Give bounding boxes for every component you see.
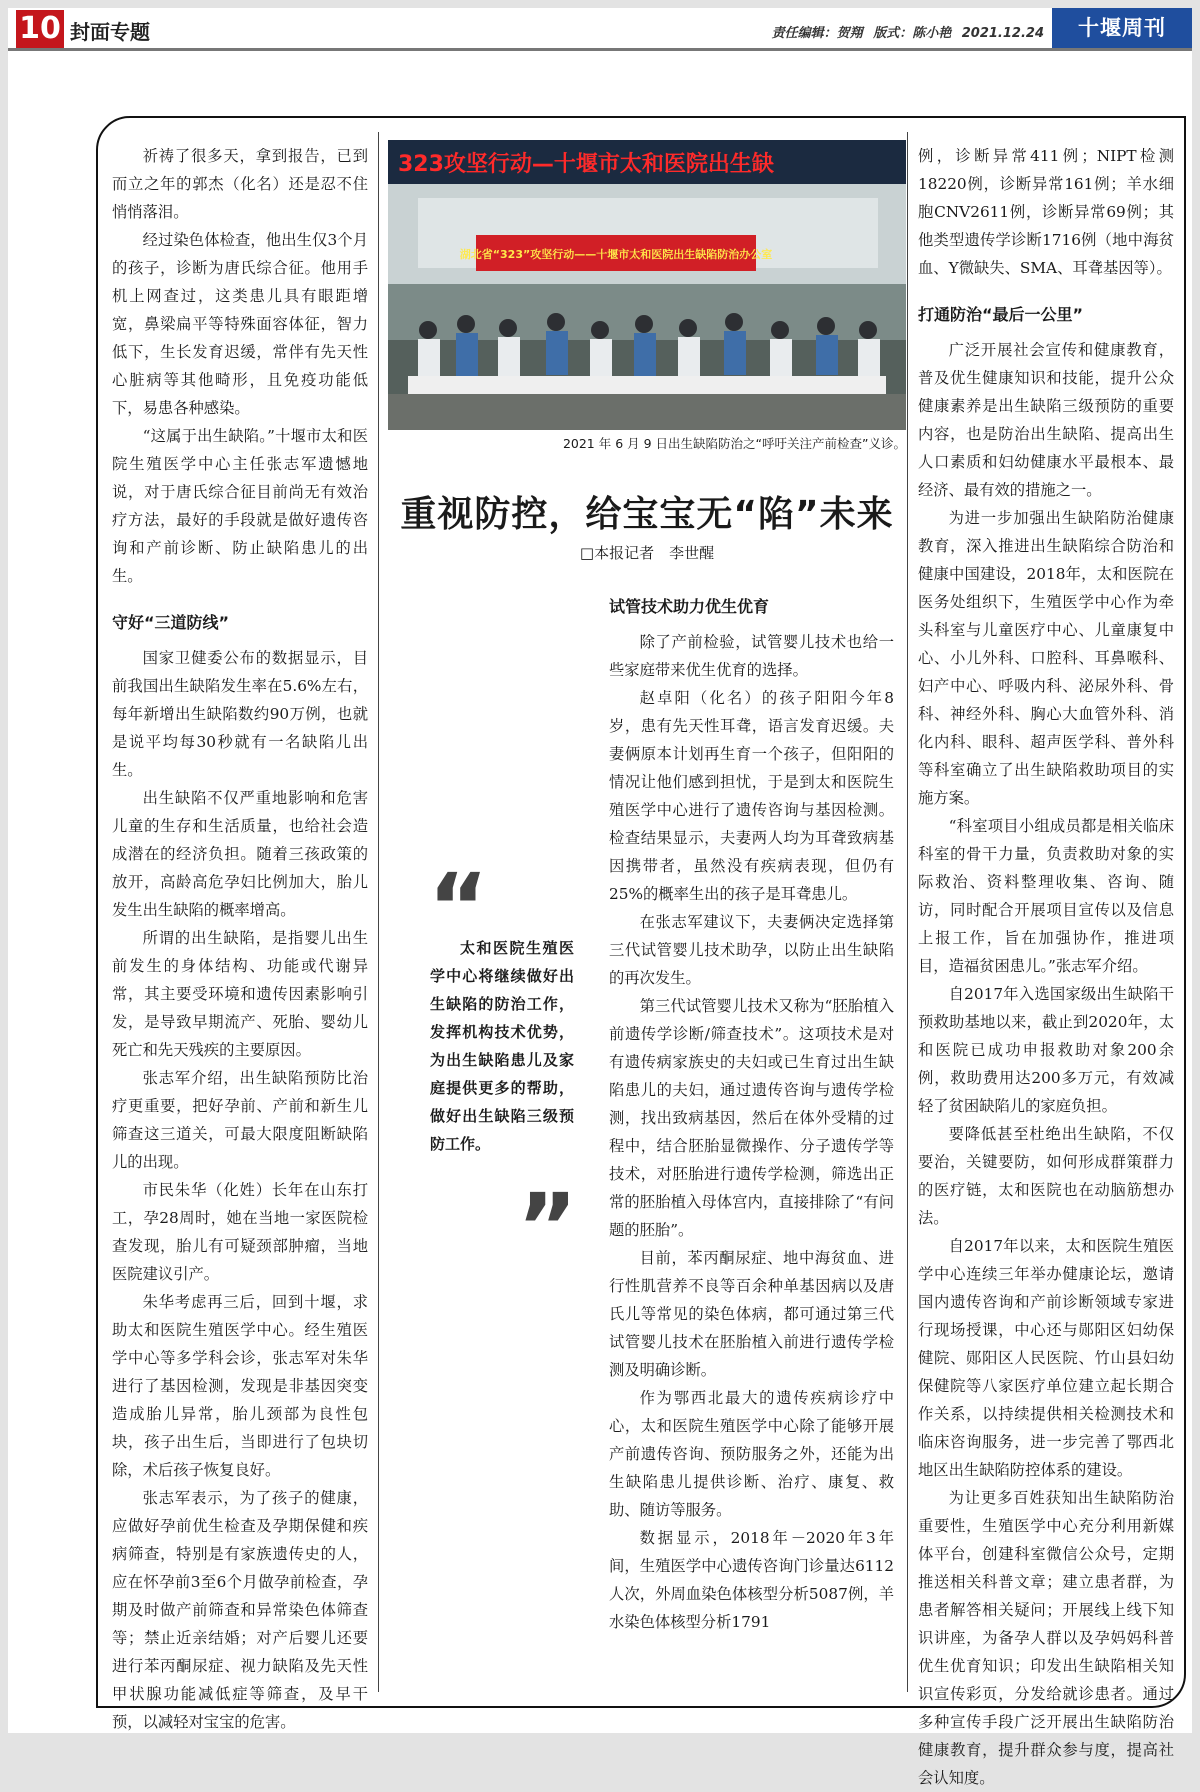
column-divider xyxy=(378,132,379,1692)
paragraph: 所谓的出生缺陷，是指婴儿出生前发生的身体结构、功能或代谢异常，其主要受环境和遗传因素影响引发，是导致早期流产、死胎、婴幼儿死亡和先天残疾的主要原因。 xyxy=(112,929,368,1059)
article-column-1 xyxy=(112,142,368,1736)
paragraph: 例，诊断异常411例；NIPT检测18220例，诊断异常161例；羊水细胞CNV2611例，诊断异常69例；其他类型遗传学诊断1716例（地中海贫血、Y微缺失、SMA、耳聋基因等）。 xyxy=(918,147,1174,277)
paragraph: 经过染色体检查，他出生仅3个月的孩子，诊断为唐氏综合征。他用手机上网查过，这类患儿具有眼距增宽，鼻梁扁平等特殊面容体征，智力低下，生长发育迟缓，常伴有先天性心脏病等其他畸形，且免疫功能低下，易患各种感染。 xyxy=(112,231,368,417)
paragraph: 市民朱华（化姓）长年在山东打工，孕28周时，她在当地一家医院检查发现，胎儿有可疑颈部肿瘤，当地医院建议引产。 xyxy=(112,1181,368,1283)
issue-date: 2021.12.24 xyxy=(961,26,1044,41)
column-divider xyxy=(907,132,908,1692)
paragraph: 目前，苯丙酮尿症、地中海贫血、进行性肌营养不良等百余种单基因病以及唐氏儿等常见的染色体病，都可通过第三代试管婴儿技术在胚胎植入前进行遗传学检测及明确诊断。 xyxy=(609,1249,894,1379)
photo-banner-red: 湖北省“323”攻坚行动——十堰市太和医院出生缺陷防治办公室 xyxy=(459,248,773,261)
pull-quote: 太和医院生殖医学中心将继续做好出生缺陷的防治工作，发挥机构技术优势，为出生缺陷患儿及家庭提供更多的帮助，做好出生缺陷三级预防工作。 xyxy=(430,939,574,1153)
quote-close-icon: ” xyxy=(517,1174,578,1281)
quote-open-icon: “ xyxy=(428,854,489,961)
subheading: 试管技术助力优生优育 xyxy=(609,597,770,616)
credits xyxy=(766,22,1044,41)
photo-illustration xyxy=(388,140,906,430)
paragraph: 张志军表示，为了孩子的健康，应做好孕前优生检查及孕期保健和疾病筛查，特别是有家族遗传史的人，应在怀孕前3至6个月做孕前检查，孕期及时做产前筛查和异常染色体筛查等；禁止近亲结婚；对产后婴儿还要进行苯丙酮尿症、视力缺陷及先天性甲状腺功能减低症等筛查，及早干预，以减轻对宝宝的危害。 xyxy=(112,1489,368,1731)
paragraph: 第三代试管婴儿技术又称为“胚胎植入前遗传学诊断/筛查技术”。这项技术是对有遗传病家族史的夫妇或已生育过出生缺陷患儿的夫妇，通过遗传咨询与遗传学检测，找出致病基因，然后在体外受精的过程中，结合胚胎显微操作、分子遗传学等技术，对胚胎进行遗传学检测，筛选出正常的胚胎植入母体宫内，直接排除了“有问题的胚胎”。 xyxy=(609,997,894,1239)
paragraph: 祈祷了很多天，拿到报告，已到而立之年的郭杰（化名）还是忍不住悄悄落泪。 xyxy=(112,147,368,221)
paragraph: 张志军介绍，出生缺陷预防比治疗更重要，把好孕前、产前和新生儿筛查这三道关，可最大限度阻断缺陷儿的出现。 xyxy=(112,1069,368,1171)
paragraph: 要降低甚至杜绝出生缺陷，不仅要治，关键要防，如何形成群策群力的医疗链，太和医院也在动脑筋想办法。 xyxy=(918,1125,1174,1227)
paragraph: “这属于出生缺陷。”十堰市太和医院生殖医学中心主任张志军遗憾地说，对于唐氏综合征目前尚无有效治疗方法，最好的手段就是做好遗传咨询和产前诊断、防止缺陷患儿的出生。 xyxy=(112,427,368,585)
article-headline: 重视防控，给宝宝无“陷”未来 xyxy=(400,494,894,535)
paragraph: 自2017年入选国家级出生缺陷干预救助基地以来，截止到2020年，太和医院已成功申报救助对象200余例，救助费用达200多万元，有效减轻了贫困缺陷儿的家庭负担。 xyxy=(918,985,1174,1115)
paragraph: 作为鄂西北最大的遗传疾病诊疗中心，太和医院生殖医学中心除了能够开展产前遗传咨询、预防服务之外，还能为出生缺陷患儿提供诊断、治疗、康复、救助、随访等服务。 xyxy=(609,1389,894,1519)
paragraph: 出生缺陷不仅严重地影响和危害儿童的生存和生活质量，也给社会造成潜在的经济负担。随着三孩政策的放开，高龄高危孕妇比例加大，胎儿发生出生缺陷的概率增高。 xyxy=(112,789,368,919)
photo-caption: 2021 年 6 月 9 日出生缺陷防治之“呼吁关注产前检查”义诊。 xyxy=(562,436,906,451)
paragraph: 广泛开展社会宣传和健康教育，普及优生健康知识和技能，提升公众健康素养是出生缺陷三级预防的重要内容，也是防治出生缺陷、提高出生人口素质和妇幼健康水平最根本、最经济、最有效的措施之一。 xyxy=(918,341,1174,499)
layout-credit: 版式：陈小艳 xyxy=(873,26,952,41)
paragraph: 为让更多百姓获知出生缺陷防治重要性，生殖医学中心充分利用新媒体平台，创建科室微信公众号，定期推送相关科普文章；建立患者群，为患者解答相关疑问；开展线上线下知识讲座，为备孕人群以及孕妈妈科普优生优育知识；印发出生缺陷相关知识宣传彩页，分发给就诊患者。通过多种宣传手段广泛开展出生缺陷防治健康教育，提升群众参与度，提高社会认知度。 xyxy=(918,1489,1174,1787)
section-title: 封面专题 xyxy=(70,20,150,44)
subheading: 守好“三道防线” xyxy=(112,613,230,632)
page-header xyxy=(8,8,1192,51)
photo-banner-top: 323攻坚行动—十堰市太和医院出生缺 xyxy=(398,152,774,177)
byline: □本报记者 李世醒 xyxy=(579,544,715,562)
paragraph: 除了产前检验，试管婴儿技术也给一些家庭带来优生优育的选择。 xyxy=(609,633,894,679)
paragraph: 在张志军建议下，夫妻俩决定选择第三代试管婴儿技术助孕，以防止出生缺陷的再次发生。 xyxy=(609,913,894,987)
paragraph: 数据显示，2018年－2020年3年间，生殖医学中心遗传咨询门诊量达6112人次，外周血染色体核型分析5087例，羊水染色体核型分析1791 xyxy=(609,1529,894,1631)
editor-credit: 责任编辑：贺翔 xyxy=(771,26,863,41)
paragraph: 赵卓阳（化名）的孩子阳阳今年8岁，患有先天性耳聋，语言发育迟缓。夫妻俩原本计划再生育一个孩子，但阳阳的情况让他们感到担忧，于是到太和医院生殖医学中心进行了遗传咨询与基因检测。检查结果显示，夫妻两人均为耳聋致病基因携带者，虽然没有疾病表现，但仍有25%的概率生出的孩子是耳聋患儿。 xyxy=(609,689,894,903)
event-photo xyxy=(388,140,906,430)
article-column-3 xyxy=(918,142,1174,1792)
masthead-logo: 十堰周刊 xyxy=(1052,8,1192,48)
paragraph: 国家卫健委公布的数据显示，目前我国出生缺陷发生率在5.6%左右，每年新增出生缺陷数约90万例，也就是说平均每30秒就有一名缺陷儿出生。 xyxy=(112,649,368,779)
page-number: 10 xyxy=(16,10,64,48)
article-column-2 xyxy=(609,588,894,1636)
paragraph: “科室项目小组成员都是相关临床科室的骨干力量，负责救助对象的实际救治、资料整理收集、咨询、随访，同时配合开展项目宣传以及信息上报工作，旨在加强协作，推进项目，造福贫困患儿。”张志军介绍。 xyxy=(918,817,1174,975)
paragraph: 为进一步加强出生缺陷防治健康教育，深入推进出生缺陷综合防治和健康中国建设，2018年，太和医院在医务处组织下，生殖医学中心作为牵头科室与儿童医疗中心、儿童康复中心、小儿外科、口腔科、耳鼻喉科、妇产中心、呼吸内科、泌尿外科、骨科、神经外科、胸心大血管外科、消化内科、眼科、超声医学科、普外科等科室确立了出生缺陷救助项目的实施方案。 xyxy=(918,509,1174,807)
subheading: 打通防治“最后一公里” xyxy=(918,305,1084,324)
paragraph: 自2017年以来，太和医院生殖医学中心连续三年举办健康论坛，邀请国内遗传咨询和产前诊断领域专家进行现场授课，中心还与郧阳区妇幼保健院、郧阳区人民医院、竹山县妇幼保健院等八家医疗单位建立起长期合作关系，以持续提供相关检测技术和临床咨询服务，进一步完善了鄂西北地区出生缺陷防控体系的建设。 xyxy=(918,1237,1174,1479)
paragraph: 朱华考虑再三后，回到十堰，求助太和医院生殖医学中心。经生殖医学中心等多学科会诊，张志军对朱华进行了基因检测，发现是非基因突变造成胎儿异常，胎儿颈部为良性包块，孩子出生后，当即进行了包块切除，术后孩子恢复良好。 xyxy=(112,1293,368,1479)
